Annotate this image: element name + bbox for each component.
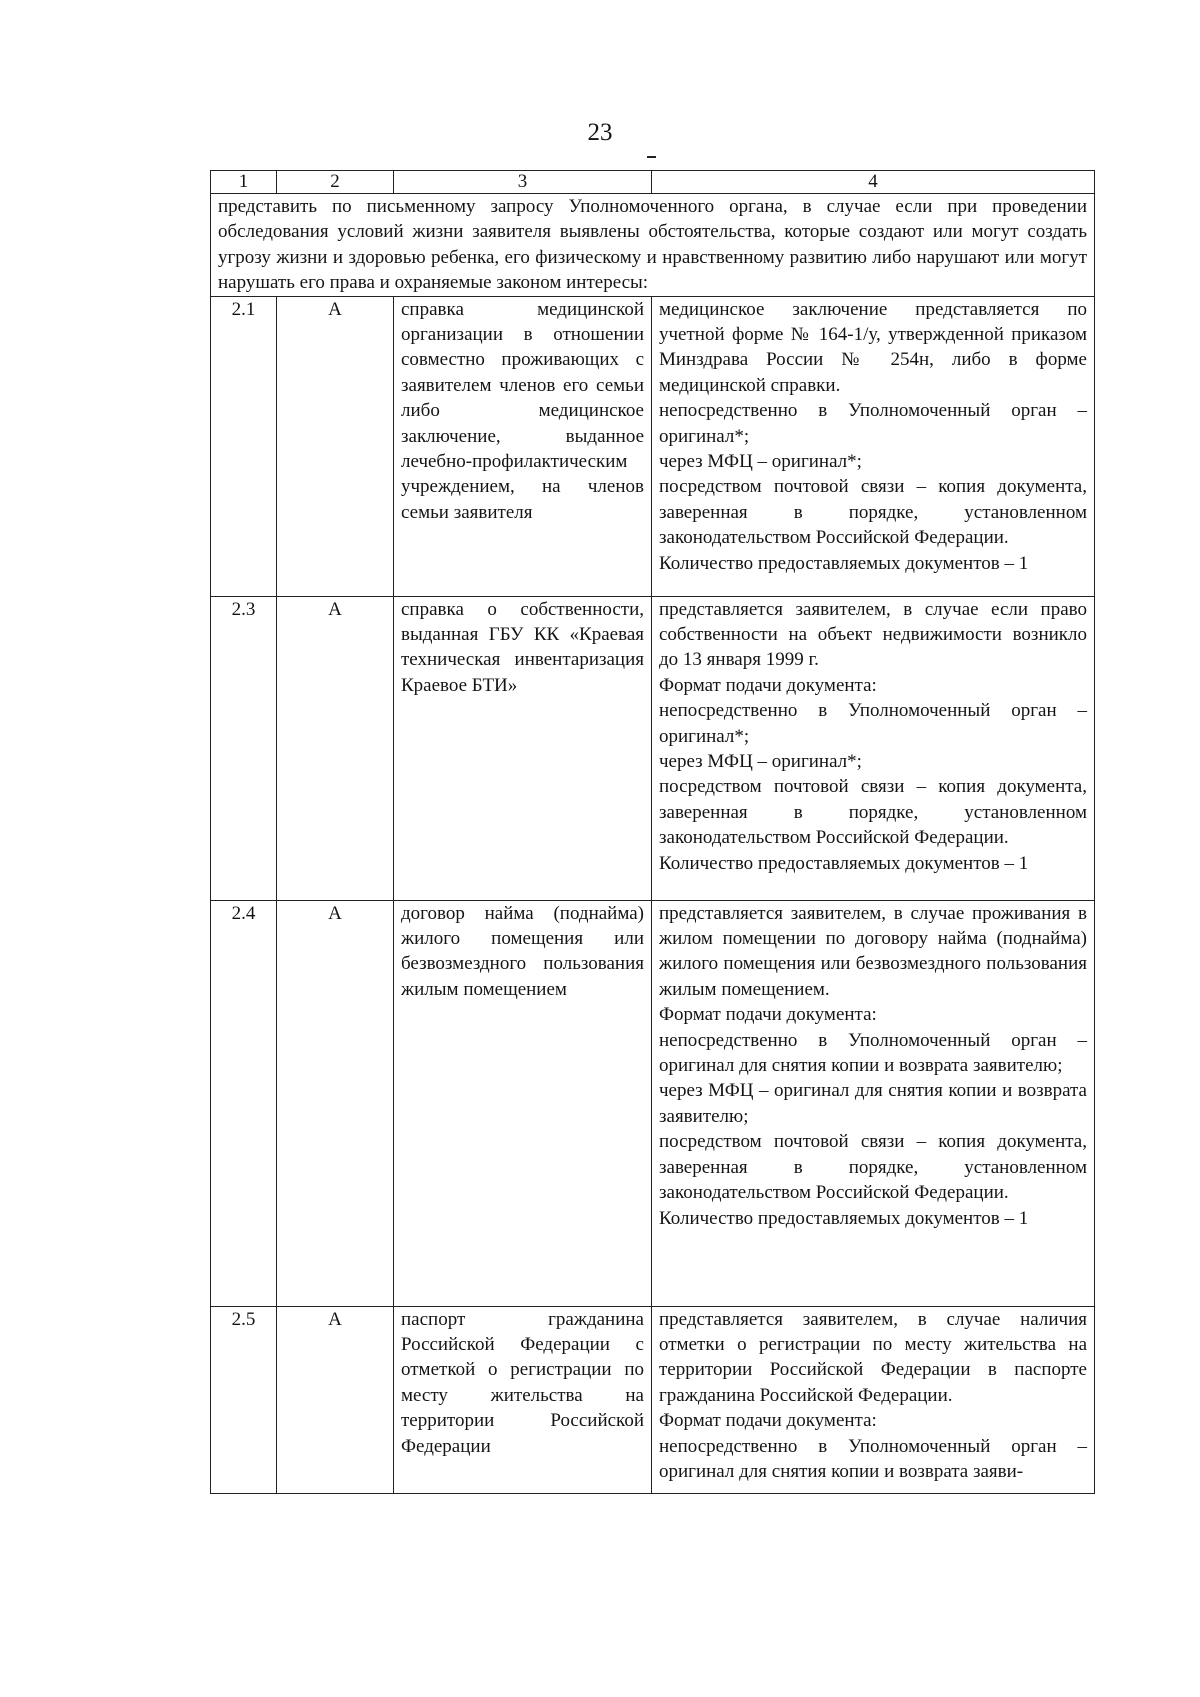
requirement-line: представляется заявителем, в случае если право собственности на объект недвижимости возникло до 13 января 1999 г. (659, 598, 1087, 671)
requirement-line: непосредственно в Уполномоченный орган – оригинал*; (659, 700, 1087, 747)
row-number: 2.5 (211, 1306, 277, 1493)
table-row (211, 296, 1095, 596)
requirement-line: непосредственно в Уполномоченный орган – оригинал для снятия копии и возврата заявителю; (659, 1029, 1087, 1077)
requirement-line: представляется заявителем, в случае наличия отметки о регистрации по месту жительства на территории Российской Федерации в паспорте гражданина Российской Федерации. (659, 1308, 1087, 1406)
row-number: 2.4 (211, 900, 277, 1306)
document-name: справка медицинской организации в отношении совместно проживающих с заявителем членов его семьи либо медицинское заключение, выданное лечебно-профилактическим учреждением, на членов семьи заявителя (394, 296, 652, 596)
column-header-4: 4 (652, 171, 1095, 194)
requirement-line: Количество предоставляемых документов – 1 (659, 552, 1029, 574)
requirement-line: посредством почтовой связи – копия документа, заверенная в порядке, установленном законодательством Российской Федерации. (659, 776, 1087, 849)
document-name: договор найма (поднайма) жилого помещения или безвозмездного пользования жилым помещением (394, 900, 652, 1306)
row-category: А (277, 296, 394, 596)
row-category: А (277, 596, 394, 900)
requirement-line: посредством почтовой связи – копия документа, заверенная в порядке, установленном законодательством Российской Федерации. (659, 1131, 1087, 1204)
requirement-line: Формат подачи документа: (659, 1004, 877, 1026)
document-name: справка о собственности, выданная ГБУ КК «Краевая техническая инвентаризация Краевое БТИ» (394, 596, 652, 900)
requirement-line: Формат подачи документа: (659, 1410, 877, 1432)
table-header-row (211, 171, 1095, 194)
requirement-line: Количество предоставляемых документов – 1 (659, 1207, 1029, 1229)
requirement-line: непосредственно в Уполномоченный орган – оригинал для снятия копии и возврата заяви- (659, 1435, 1087, 1483)
requirement-line: через МФЦ – оригинал*; (659, 451, 862, 473)
document-requirements (652, 596, 1095, 900)
row-number: 2.3 (211, 596, 277, 900)
row-number: 2.1 (211, 296, 277, 596)
requirement-line: посредством почтовой связи – копия документа, заверенная в порядке, установленном законодательством Российской Федерации. (659, 476, 1087, 549)
table-row (211, 900, 1095, 1306)
requirement-line: представляется заявителем, в случае проживания в жилом помещении по договору найма (поднайма) жилого помещения или безвозмездного пользования жилым помещением. (659, 902, 1087, 1000)
column-header-3: 3 (394, 171, 652, 194)
row-category: А (277, 900, 394, 1306)
column-header-2: 2 (277, 171, 394, 194)
intro-row (211, 194, 1095, 297)
page-number: 23 (587, 119, 613, 146)
table-row (211, 596, 1095, 900)
requirement-line: Формат подачи документа: (659, 674, 877, 696)
column-header-1: 1 (211, 171, 277, 194)
table-row (211, 1306, 1095, 1493)
page-number-underline (647, 156, 656, 158)
requirement-line: через МФЦ – оригинал для снятия копии и возврата заявителю; (659, 1080, 1087, 1127)
document-requirements (652, 296, 1095, 596)
document-requirements (652, 1306, 1095, 1493)
requirement-line: через МФЦ – оригинал*; (659, 751, 862, 773)
requirement-line: медицинское заключение представляется по учетной форме № 164-1/у, утвержденной приказом Минздрава России № 254н, либо в форме медицинской справки. (659, 298, 1087, 396)
document-name: паспорт гражданина Российской Федерации с отметкой о регистрации по месту жительства на территории Российской Федерации (394, 1306, 652, 1493)
requirement-line: непосредственно в Уполномоченный орган – оригинал*; (659, 400, 1087, 447)
document-requirements (652, 900, 1095, 1306)
documents-table (210, 170, 1095, 1494)
intro-text: представить по письменному запросу Уполномоченного органа, в случае если при проведении обследования условий жизни заявителя выявлены обстоятельства, которые создают или могут создать угрозу жизни и здоровью ребенка, его физическому и нравственному развитию либо нарушают или могут нарушать его права и охраняемые законом интересы: (211, 194, 1095, 297)
requirement-line: Количество предоставляемых документов – 1 (659, 852, 1029, 874)
row-category: А (277, 1306, 394, 1493)
